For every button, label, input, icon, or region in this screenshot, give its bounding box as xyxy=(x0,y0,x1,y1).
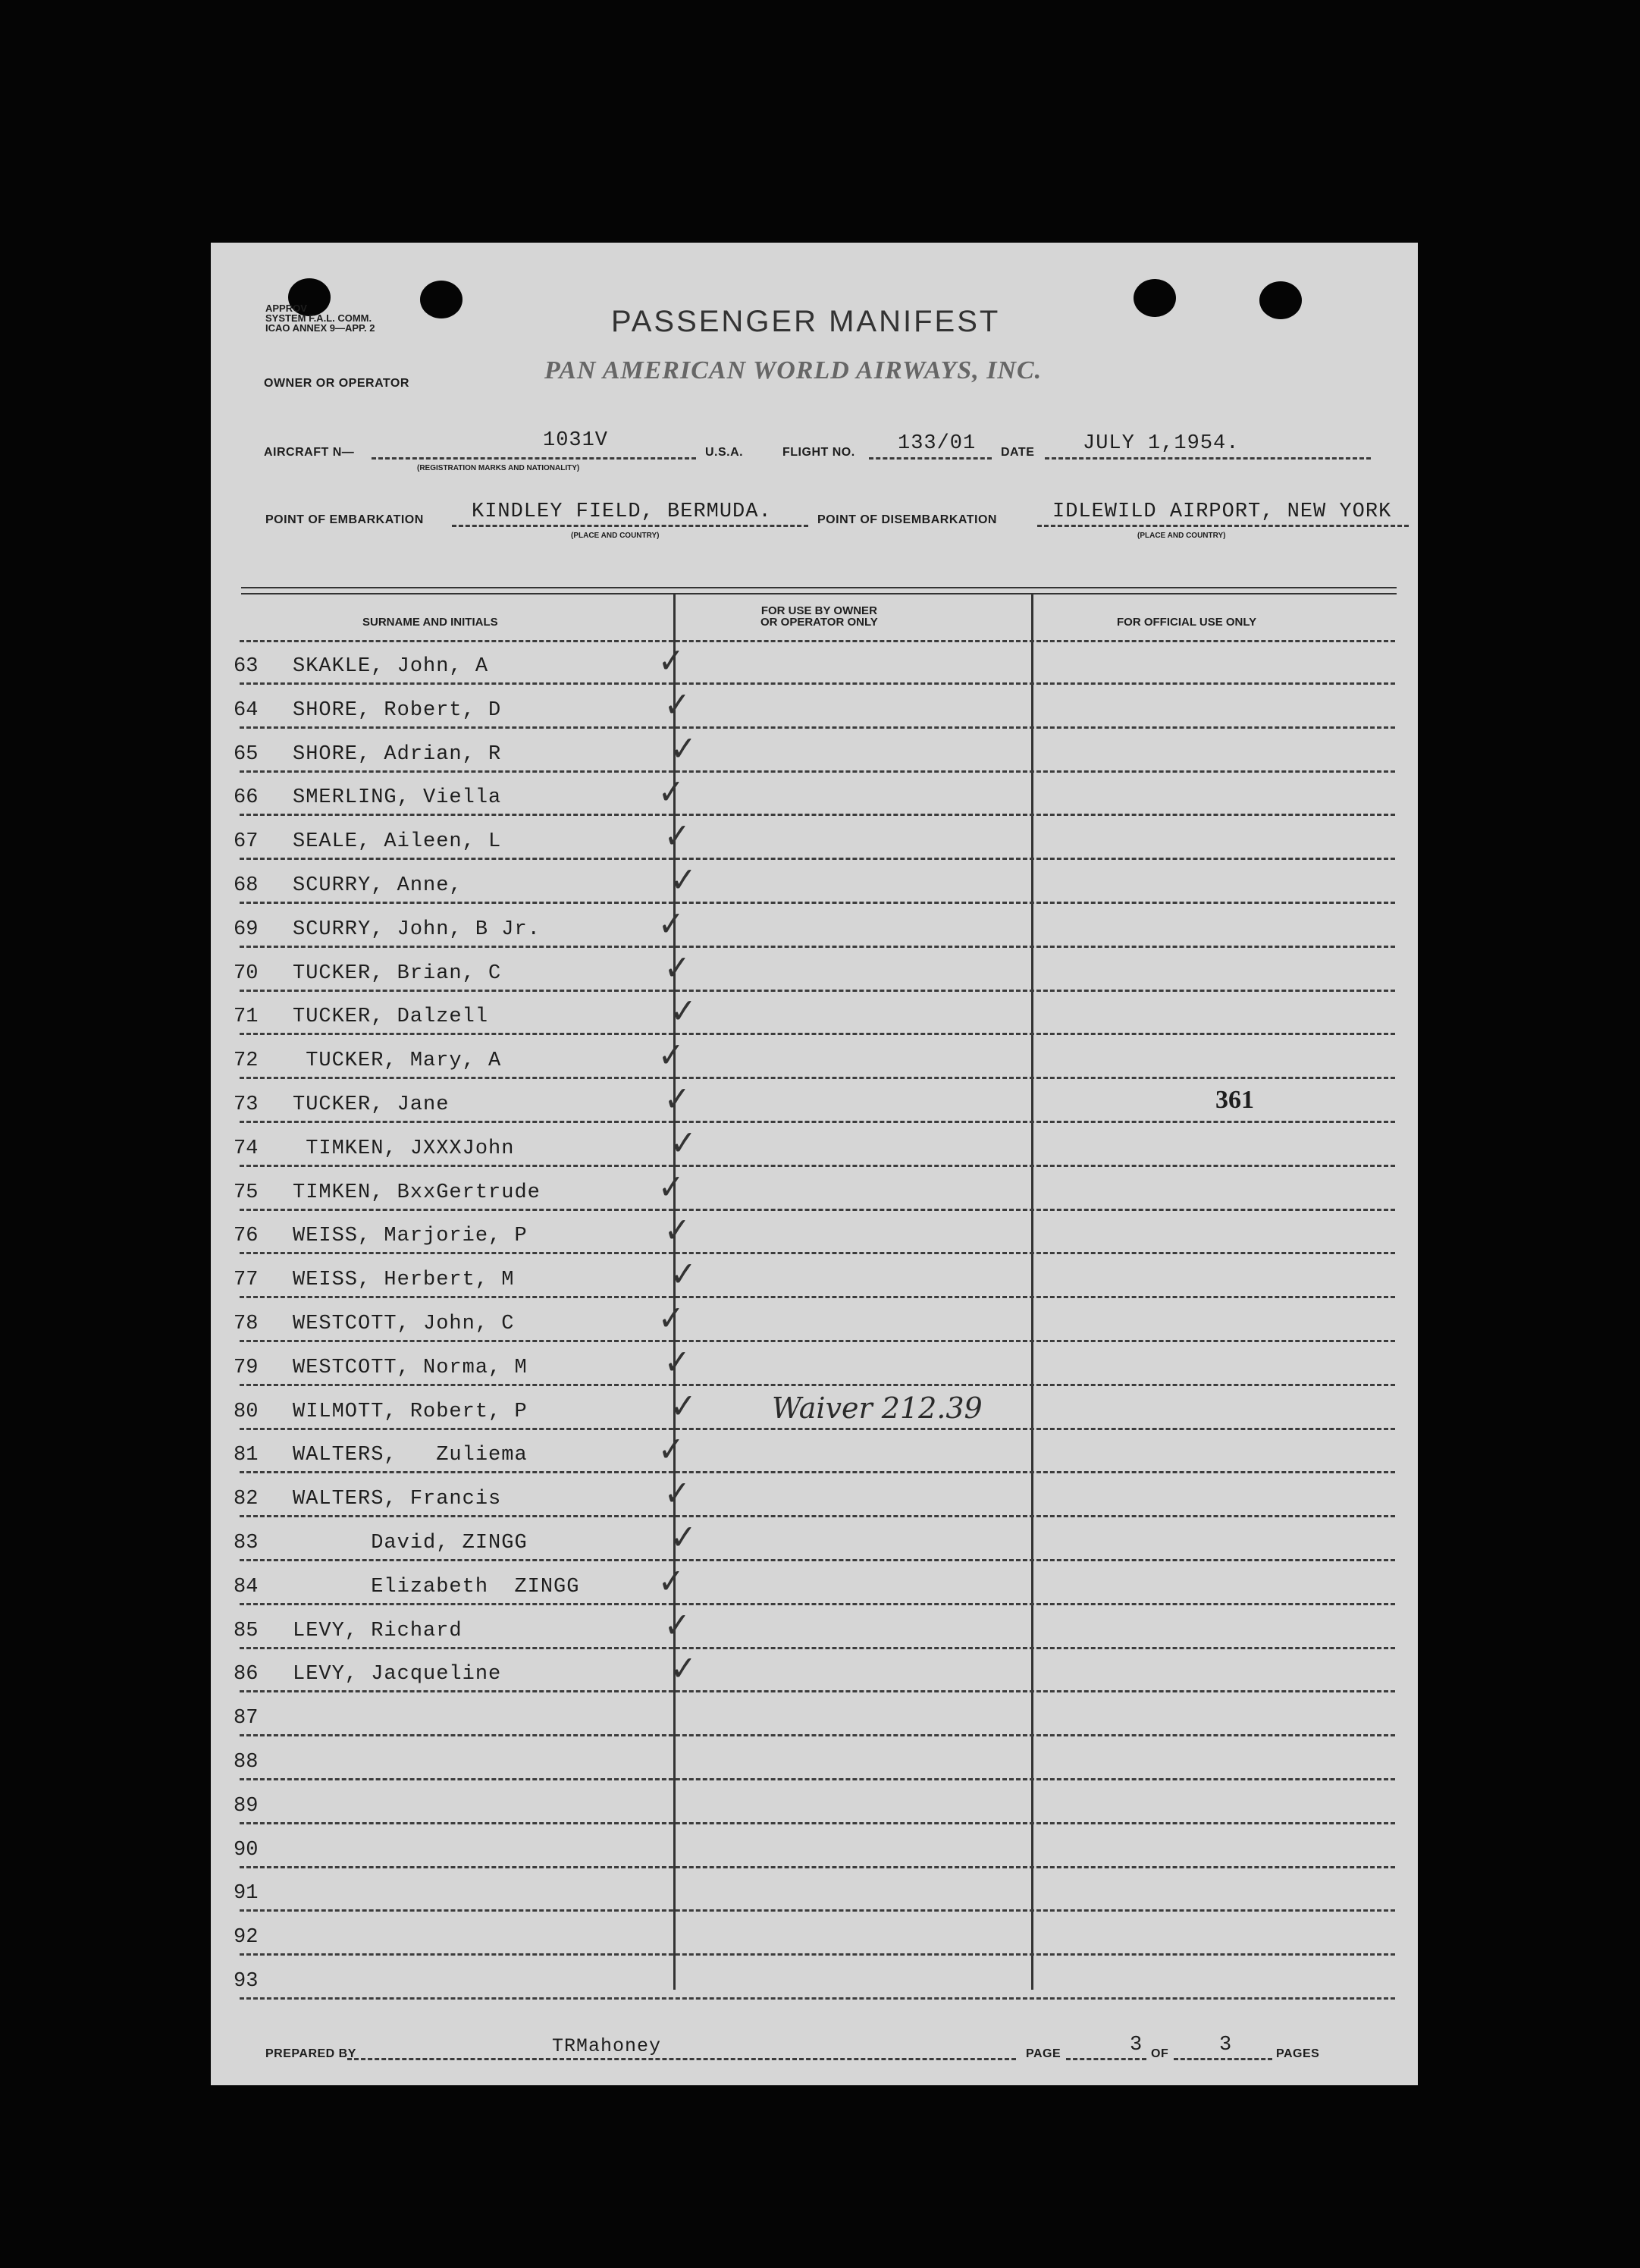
row-number: 85 xyxy=(234,1619,259,1642)
manifest-sheet xyxy=(211,243,1418,2085)
passenger-name: Elizabeth ZINGG xyxy=(293,1575,580,1598)
page-value: 3 xyxy=(1130,2034,1143,2056)
check-mark-icon: ✓ xyxy=(663,946,691,988)
row-number: 69 xyxy=(234,918,259,941)
passenger-name: TIMKEN, JXXXJohn xyxy=(293,1137,515,1160)
row-line xyxy=(240,946,1395,948)
passenger-name: David, ZINGG xyxy=(293,1532,528,1554)
official-use-value: 361 xyxy=(1215,1086,1254,1114)
check-mark-icon: ✓ xyxy=(663,1078,691,1119)
disembark-note: (PLACE AND COUNTRY) xyxy=(1137,532,1226,540)
row-number: 82 xyxy=(234,1488,259,1511)
row-line xyxy=(240,1734,1395,1736)
row-number: 67 xyxy=(234,830,259,854)
check-mark-icon: ✓ xyxy=(669,859,697,900)
row-line xyxy=(240,902,1395,904)
aircraft-underline xyxy=(372,457,696,460)
pages-label: PAGES xyxy=(1276,2047,1320,2060)
row-line xyxy=(240,1997,1395,2000)
row-line xyxy=(240,1033,1395,1035)
passenger-name: WILMOTT, Robert, P xyxy=(293,1400,528,1423)
check-mark-icon: ✓ xyxy=(657,1034,685,1076)
row-line xyxy=(240,1647,1395,1649)
check-mark-icon: ✓ xyxy=(663,815,691,857)
row-number: 65 xyxy=(234,742,259,766)
check-mark-icon: ✓ xyxy=(663,683,691,725)
row-line xyxy=(240,1471,1395,1473)
row-number: 73 xyxy=(234,1093,259,1116)
row-number: 88 xyxy=(234,1751,259,1774)
of-underline xyxy=(1174,2058,1272,2060)
check-mark-icon: ✓ xyxy=(669,1253,697,1295)
passenger-name: SEALE, Aileen, L xyxy=(293,830,502,854)
passenger-name: SHORE, Robert, D xyxy=(293,698,502,722)
row-number: 87 xyxy=(234,1707,259,1730)
row-number: 70 xyxy=(234,961,259,985)
passenger-name: LEVY, Richard xyxy=(293,1619,463,1642)
row-number: 66 xyxy=(234,786,259,810)
aircraft-label: AIRCRAFT N— xyxy=(264,446,355,459)
check-mark-icon: ✓ xyxy=(663,1209,691,1251)
row-number: 63 xyxy=(234,655,259,678)
passenger-name: TUCKER, Brian, C xyxy=(293,961,502,985)
passenger-name: LEVY, Jacqueline xyxy=(293,1663,502,1686)
passenger-name: SHORE, Adrian, R xyxy=(293,742,502,766)
aircraft-value: 1031V xyxy=(543,429,609,452)
approval-line: SYSTEM F.A.L. COMM. xyxy=(265,312,372,324)
row-number: 90 xyxy=(234,1838,259,1862)
row-line xyxy=(240,1953,1395,1956)
check-mark-icon: ✓ xyxy=(657,902,685,944)
check-mark-icon: ✓ xyxy=(669,1517,697,1557)
column-divider xyxy=(1031,594,1033,1990)
owner-column-header xyxy=(760,605,878,628)
punch-hole xyxy=(1134,279,1176,317)
disembark-underline xyxy=(1037,525,1409,527)
check-mark-icon: ✓ xyxy=(669,1121,697,1163)
row-line xyxy=(240,1822,1395,1824)
row-line xyxy=(240,1866,1395,1868)
date-label: DATE xyxy=(1001,446,1035,459)
official-column-header: FOR OFFICIAL USE ONLY xyxy=(1117,616,1257,629)
passenger-name: SCURRY, Anne, xyxy=(293,874,463,897)
date-underline xyxy=(1045,457,1371,460)
row-number: 74 xyxy=(234,1137,259,1160)
disembark-value: IDLEWILD AIRPORT, NEW YORK xyxy=(1052,500,1392,523)
passenger-name: SMERLING, Viella xyxy=(293,786,502,810)
row-line xyxy=(240,1384,1395,1386)
row-line xyxy=(240,1296,1395,1298)
row-line xyxy=(240,814,1395,816)
row-line xyxy=(240,1428,1395,1430)
check-mark-icon: ✓ xyxy=(669,990,697,1032)
flight-value: 133/01 xyxy=(898,432,977,455)
check-mark-icon: ✓ xyxy=(657,1429,685,1470)
embark-value: KINDLEY FIELD, BERMUDA. xyxy=(472,500,772,523)
check-mark-icon: ✓ xyxy=(663,1341,691,1382)
handwritten-note: Waiver 212.39 xyxy=(772,1391,983,1425)
of-label: OF xyxy=(1151,2047,1169,2060)
row-line xyxy=(240,1252,1395,1254)
passenger-name: WEISS, Marjorie, P xyxy=(293,1225,528,1248)
registration-note: (REGISTRATION MARKS AND NATIONALITY) xyxy=(417,464,580,472)
header-rule xyxy=(241,593,1397,594)
row-number: 68 xyxy=(234,874,259,897)
embark-underline xyxy=(452,525,808,527)
row-line xyxy=(240,858,1395,860)
row-number: 80 xyxy=(234,1400,259,1423)
row-line xyxy=(240,1165,1395,1167)
embark-label: POINT OF EMBARKATION xyxy=(265,513,424,526)
prepared-value: TRMahoney xyxy=(552,2035,662,2057)
row-line xyxy=(240,1077,1395,1079)
check-mark-icon: ✓ xyxy=(663,1604,691,1645)
passenger-name: WALTERS, Zuliema xyxy=(293,1444,528,1467)
row-line xyxy=(240,1209,1395,1211)
passenger-name: WESTCOTT, John, C xyxy=(293,1313,515,1335)
row-number: 84 xyxy=(234,1575,259,1598)
row-number: 83 xyxy=(234,1532,259,1554)
row-line xyxy=(240,1340,1395,1342)
approval-block xyxy=(265,303,375,333)
approval-line: ICAO ANNEX 9—APP. 2 xyxy=(265,322,375,334)
owner-column-header-line: FOR USE BY OWNER xyxy=(760,604,877,617)
row-number: 71 xyxy=(234,1005,259,1029)
row-line xyxy=(240,1515,1395,1517)
passenger-name: SKAKLE, John, A xyxy=(293,655,489,678)
row-line xyxy=(240,1690,1395,1692)
approval-line: APPROV xyxy=(265,303,307,314)
passenger-name: TUCKER, Mary, A xyxy=(293,1049,502,1073)
row-number: 64 xyxy=(234,698,259,722)
row-number: 78 xyxy=(234,1313,259,1335)
row-number: 79 xyxy=(234,1356,259,1379)
check-mark-icon: ✓ xyxy=(657,1297,685,1338)
row-line xyxy=(240,1121,1395,1123)
date-value: JULY 1,1954. xyxy=(1083,432,1240,455)
row-line xyxy=(240,726,1395,729)
form-title: PASSENGER MANIFEST xyxy=(611,305,1001,338)
row-number: 91 xyxy=(234,1882,259,1906)
punch-hole xyxy=(1259,281,1302,319)
row-number: 89 xyxy=(234,1794,259,1818)
usa-label: U.S.A. xyxy=(705,446,744,459)
surname-column-header: SURNAME AND INITIALS xyxy=(362,616,498,629)
row-number: 81 xyxy=(234,1444,259,1467)
company-name: PAN AMERICAN WORLD AIRWAYS, INC. xyxy=(544,356,1043,384)
check-mark-icon: ✓ xyxy=(669,727,697,769)
check-mark-icon: ✓ xyxy=(657,640,685,681)
row-line xyxy=(240,682,1395,685)
row-line xyxy=(240,1603,1395,1605)
check-mark-icon: ✓ xyxy=(657,1560,685,1601)
page-underline xyxy=(1066,2058,1146,2060)
row-number: 86 xyxy=(234,1663,259,1686)
owner-column-header-line: OR OPERATOR ONLY xyxy=(760,616,878,629)
flight-label: FLIGHT NO. xyxy=(782,446,855,459)
passenger-name: TUCKER, Dalzell xyxy=(293,1005,489,1029)
passenger-name: SCURRY, John, B Jr. xyxy=(293,918,541,941)
passenger-name: WESTCOTT, Norma, M xyxy=(293,1356,528,1379)
prepared-label: PREPARED BY xyxy=(265,2047,356,2060)
row-line xyxy=(240,990,1395,992)
prepared-underline xyxy=(347,2058,1016,2060)
row-line xyxy=(240,1778,1395,1780)
check-mark-icon: ✓ xyxy=(669,1648,697,1689)
passenger-name: WALTERS, Francis xyxy=(293,1488,502,1511)
passenger-name: TUCKER, Jane xyxy=(293,1093,450,1116)
row-number: 76 xyxy=(234,1225,259,1248)
row-number: 72 xyxy=(234,1049,259,1073)
check-mark-icon: ✓ xyxy=(657,771,685,813)
check-mark-icon: ✓ xyxy=(669,1385,697,1426)
check-mark-icon: ✓ xyxy=(663,1473,691,1514)
row-number: 77 xyxy=(234,1269,259,1292)
column-header-line xyxy=(240,640,1395,642)
embark-note: (PLACE AND COUNTRY) xyxy=(571,532,660,540)
page-label: PAGE xyxy=(1026,2047,1061,2060)
owner-label: OWNER OR OPERATOR xyxy=(264,377,409,390)
header-rule xyxy=(241,587,1397,588)
punch-hole xyxy=(420,281,463,318)
row-line xyxy=(240,1559,1395,1561)
flight-underline xyxy=(869,457,992,460)
passenger-name: WEISS, Herbert, M xyxy=(293,1269,515,1292)
row-number: 75 xyxy=(234,1181,259,1204)
row-line xyxy=(240,1909,1395,1912)
passenger-name: TIMKEN, BxxGertrude xyxy=(293,1181,541,1204)
check-mark-icon: ✓ xyxy=(657,1165,685,1207)
of-value: 3 xyxy=(1219,2034,1233,2056)
row-line xyxy=(240,770,1395,773)
row-number: 93 xyxy=(234,1970,259,1993)
disembark-label: POINT OF DISEMBARKATION xyxy=(817,513,997,526)
row-number: 92 xyxy=(234,1926,259,1950)
